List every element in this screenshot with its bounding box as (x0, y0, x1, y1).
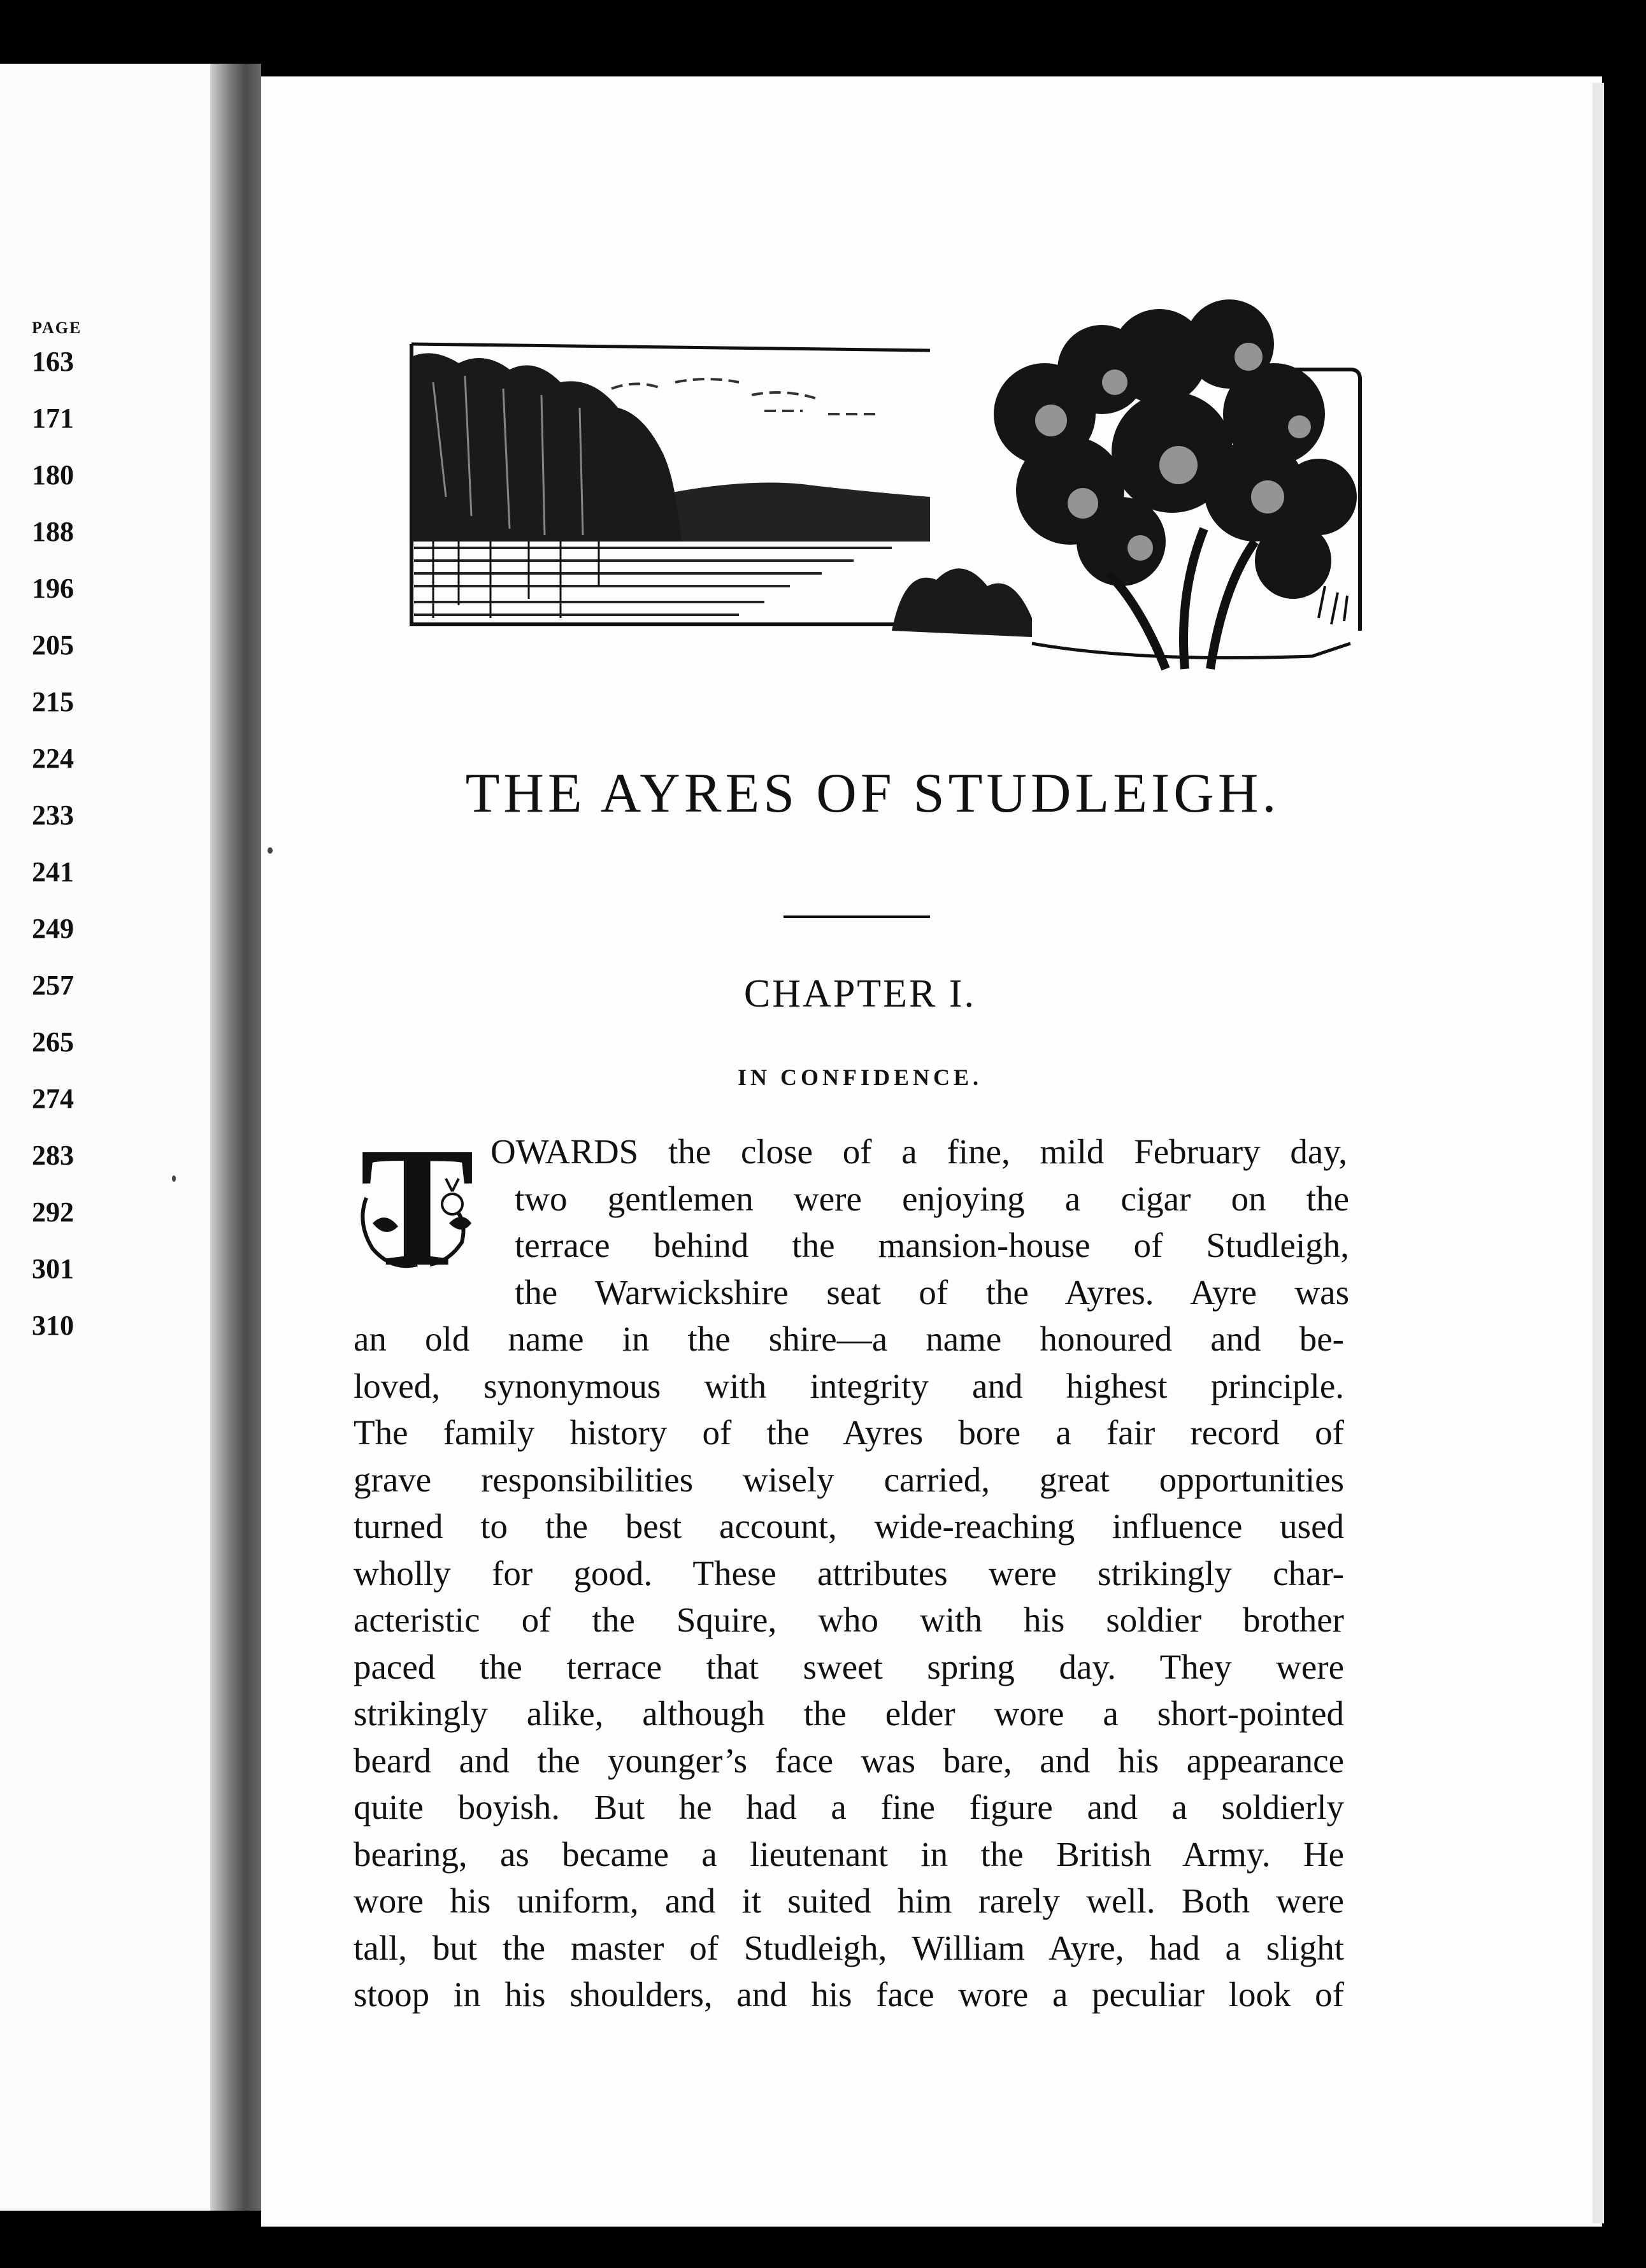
book-title: THE AYRES OF STUDLEIGH. (465, 763, 1280, 824)
toc-page-number: 188 (32, 516, 74, 547)
toc-page-number: 163 (32, 346, 74, 377)
dropcap-letter: T (359, 1128, 475, 1277)
lake-landscape-illustration (408, 287, 1363, 682)
chapter-heading: CHAPTER I. (743, 972, 977, 1016)
body-line: strikingly alike, although the elder wore a short-pointed (354, 1694, 1344, 1733)
body-line: the Warwickshire seat of the Ayres. Ayre was (515, 1272, 1349, 1312)
scan-speck (268, 847, 273, 854)
scan-speck (172, 1175, 176, 1182)
toc-page-number: 215 (32, 686, 74, 717)
toc-page-number: 301 (32, 1253, 74, 1284)
body-line: turned to the best account, wide-reaching influence used (354, 1507, 1344, 1546)
body-line: loved, synonymous with integrity and highest principle. (354, 1366, 1344, 1405)
toc-page-number: 310 (32, 1310, 74, 1341)
body-line: wholly for good. These attributes were strikingly char- (354, 1553, 1344, 1593)
toc-page-number: 205 (32, 629, 74, 661)
toc-page-number: 283 (32, 1140, 74, 1171)
body-line: acteristic of the Squire, who with his soldier brother (354, 1600, 1344, 1639)
toc-page-number: 180 (32, 459, 74, 491)
body-line: an old name in the shire—a name honoured and be- (354, 1319, 1344, 1358)
toc-page-header: PAGE (32, 319, 82, 337)
body-line: quite boyish. But he had a fine figure and a soldierly (354, 1788, 1344, 1827)
body-line: wore his uniform, and it suited him rarely well. Both were (354, 1881, 1344, 1920)
decorated-dropcap (354, 1128, 484, 1277)
body-line: stoop in his shoulders, and his face wore a peculiar look of (354, 1975, 1344, 2014)
toc-page-number: 241 (32, 856, 74, 887)
body-line: The family history of the Ayres bore a fair record of (354, 1413, 1344, 1452)
toc-page-list (32, 343, 108, 1363)
toc-page-number: 224 (32, 743, 74, 774)
body-line: paced the terrace that sweet spring day. They were (354, 1647, 1344, 1686)
body-line: grave responsibilities wisely carried, great opportunities (354, 1460, 1344, 1499)
page-edge (1592, 83, 1604, 2223)
toc-page-number: 292 (32, 1196, 74, 1228)
body-line: bearing, as became a lieutenant in the British Army. He (354, 1834, 1344, 1874)
body-line: tall, but the master of Studleigh, William Ayre, had a slight (354, 1928, 1344, 1967)
chapter-subtitle: IN CONFIDENCE. (737, 1065, 983, 1090)
toc-page-number: 233 (32, 800, 74, 831)
toc-page-number: 257 (32, 970, 74, 1001)
toc-page-number: 196 (32, 573, 74, 604)
body-line: OWARDS the close of a fine, mild February day, (490, 1132, 1347, 1171)
body-line: terrace behind the mansion-house of Studleigh, (515, 1226, 1349, 1265)
title-divider (784, 915, 930, 918)
body-line: beard and the younger’s face was bare, and his appearance (354, 1740, 1344, 1780)
body-line: two gentlemen were enjoying a cigar on the (515, 1179, 1349, 1218)
toc-page-number: 249 (32, 913, 74, 944)
book-gutter (210, 64, 261, 2211)
toc-page-column (32, 319, 108, 1363)
toc-page-number: 274 (32, 1083, 74, 1114)
toc-page-number: 265 (32, 1026, 74, 1058)
toc-page-number: 171 (32, 403, 74, 434)
